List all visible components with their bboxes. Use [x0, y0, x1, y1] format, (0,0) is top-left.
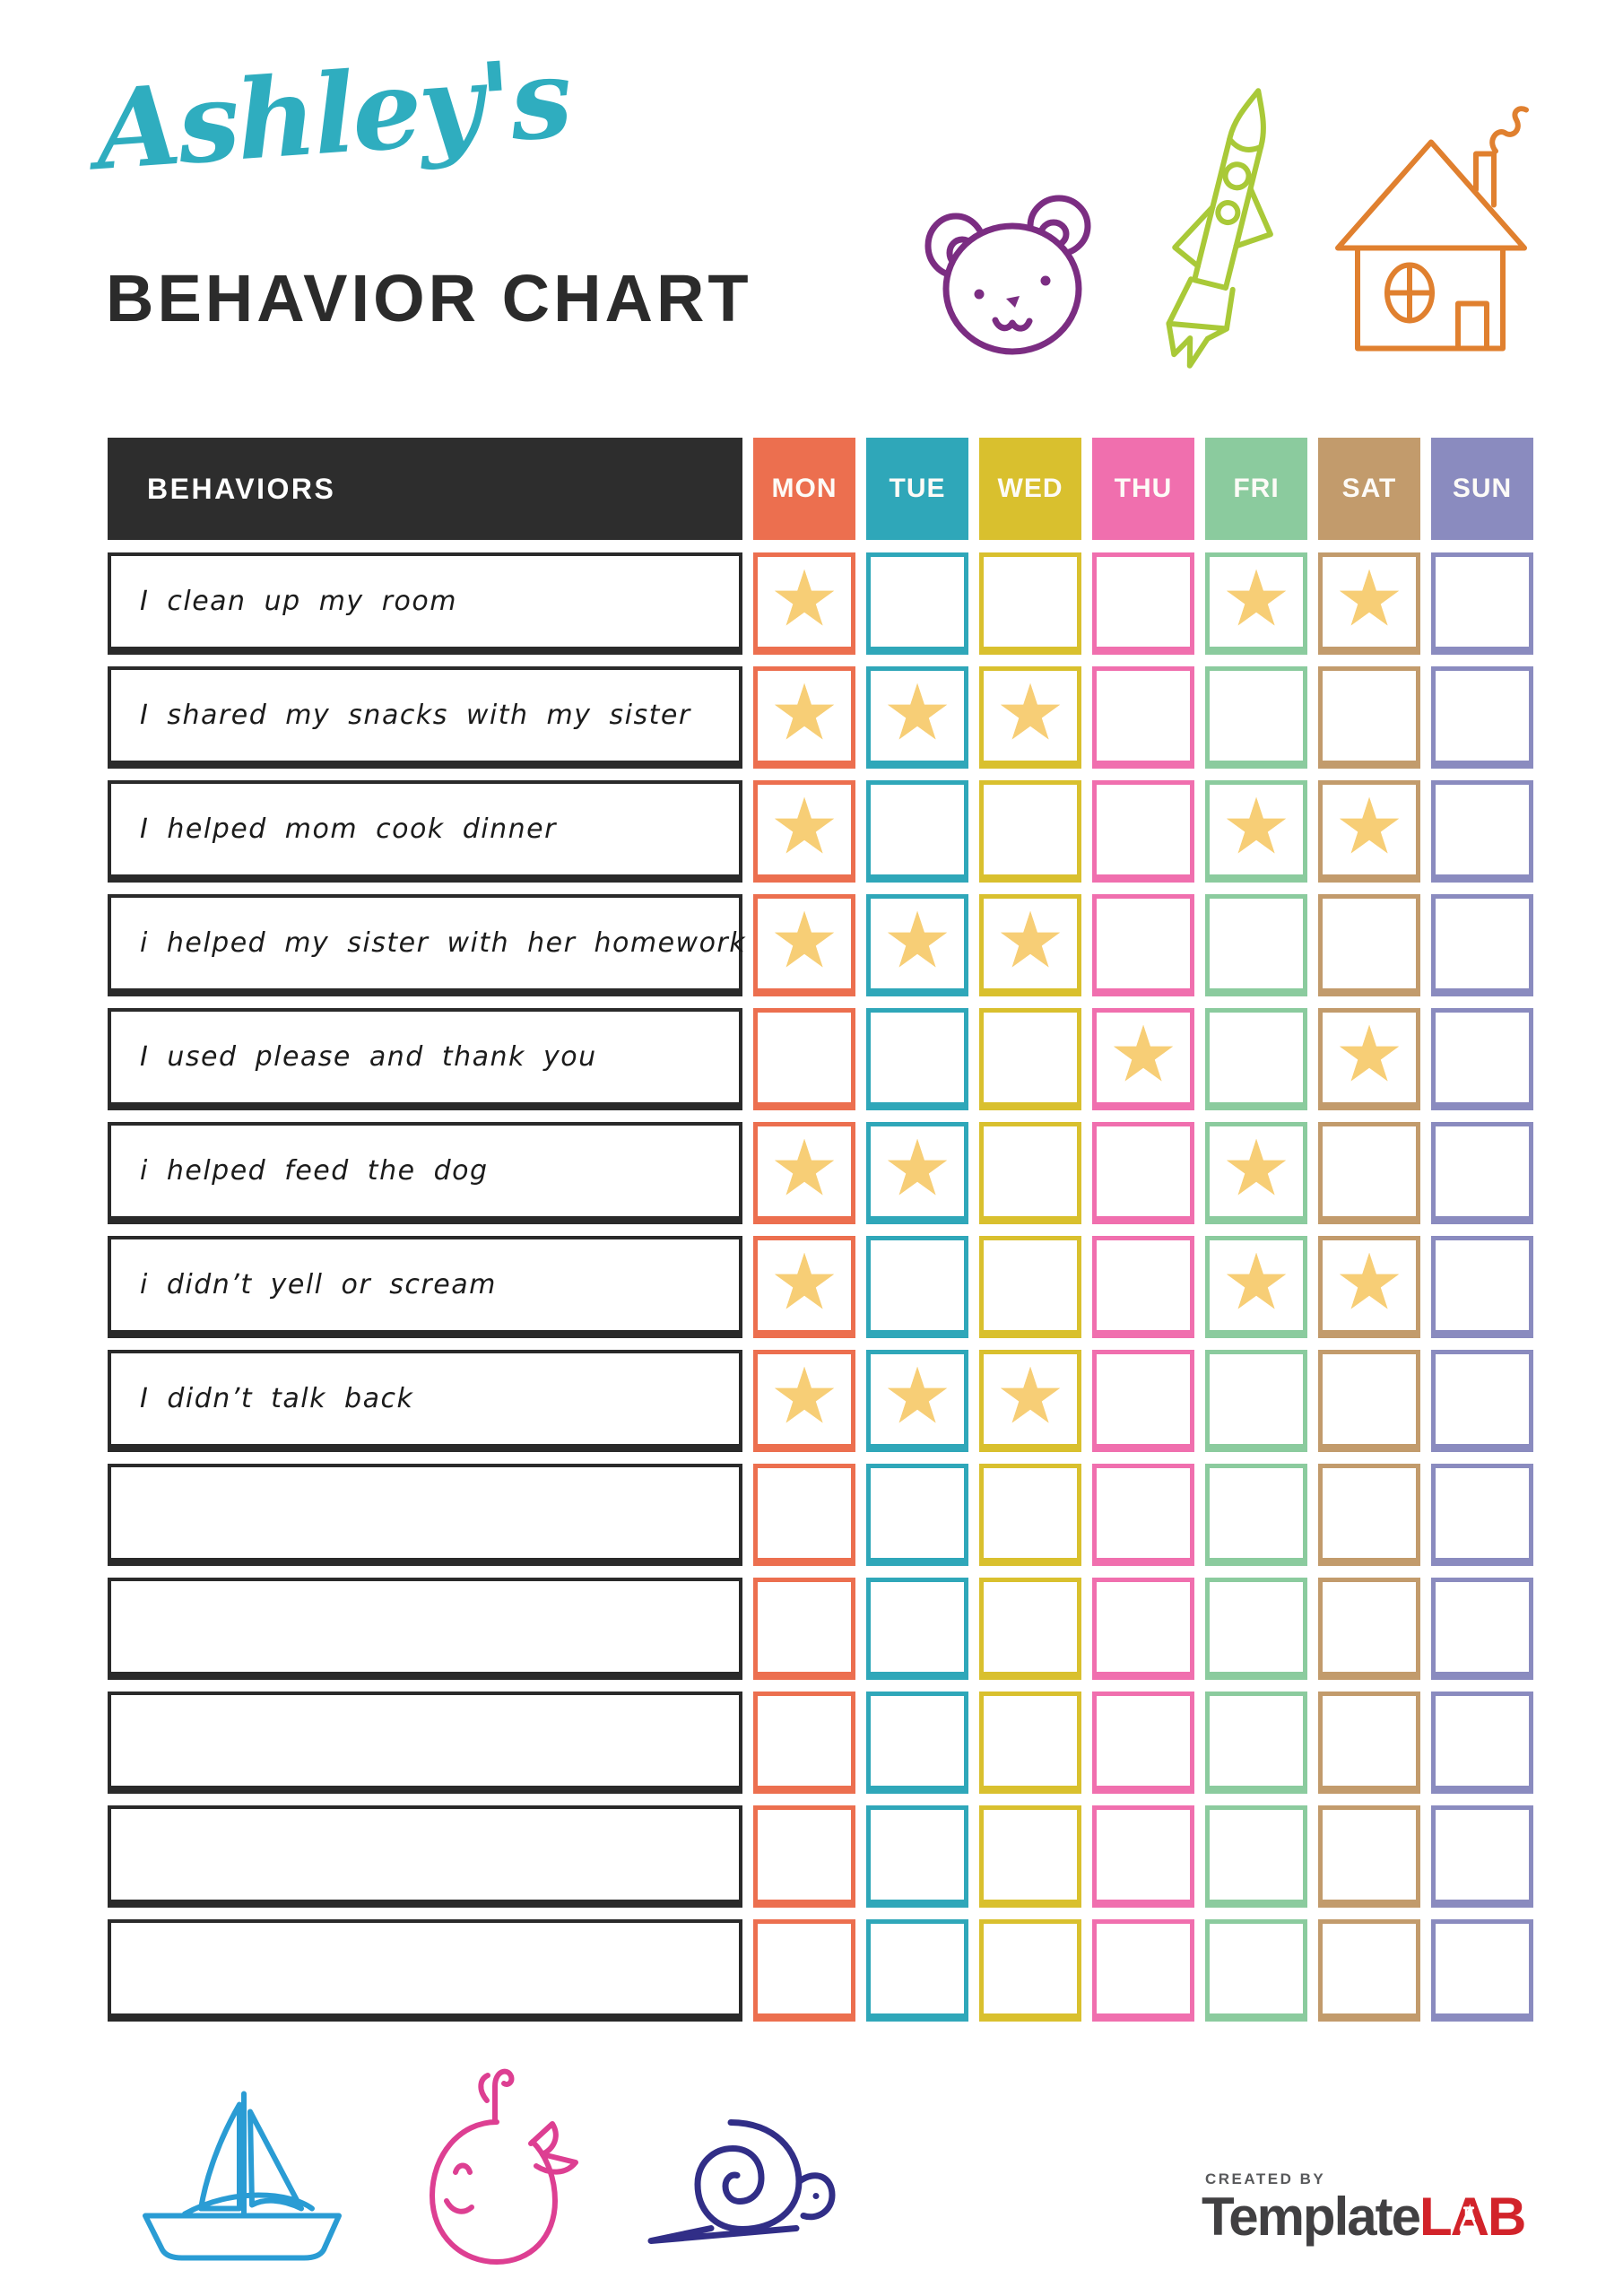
- lab-flask-icon: [1458, 2205, 1480, 2234]
- behavior-label-box: [108, 780, 742, 883]
- day-cell-tue: [866, 1008, 968, 1110]
- day-cell-sat: [1318, 1236, 1420, 1338]
- child-name-title: Ashley's: [91, 32, 574, 196]
- star-icon: ★: [882, 668, 952, 758]
- day-cell-sat: [1318, 1805, 1420, 1908]
- day-cell-thu: [1092, 1692, 1194, 1794]
- day-cell-sat: [1318, 666, 1420, 769]
- day-cell-thu: [1092, 1236, 1194, 1338]
- day-cell-wed: [979, 1805, 1081, 1908]
- day-cell-fri: [1205, 894, 1307, 996]
- day-cell-sun: [1431, 552, 1533, 655]
- table-header-row: [108, 438, 1533, 540]
- behavior-row: [108, 1578, 1533, 1680]
- behavior-row: [108, 666, 1533, 769]
- created-by-label: CREATED BY: [1205, 2170, 1326, 2187]
- star-icon: ★: [1334, 554, 1404, 644]
- day-cell-tue: [866, 1236, 968, 1338]
- behavior-row: [108, 1008, 1533, 1110]
- day-cell-sun: [1431, 1122, 1533, 1224]
- day-cell-fri: [1205, 1122, 1307, 1224]
- behavior-label-box: [108, 1919, 742, 2022]
- behavior-table: [108, 438, 1533, 2033]
- day-cell-mon: [753, 1692, 855, 1794]
- day-cell-wed: [979, 1919, 1081, 2022]
- star-icon: ★: [1221, 1238, 1291, 1327]
- table-body: [108, 552, 1533, 2022]
- day-cell-sun: [1431, 1236, 1533, 1338]
- day-cell-fri: [1205, 1578, 1307, 1680]
- brand-wordmark: [1202, 2188, 1524, 2245]
- day-cell-thu: [1092, 780, 1194, 883]
- behavior-row: [108, 1692, 1533, 1794]
- day-cell-sat: [1318, 1008, 1420, 1110]
- day-cell-tue: [866, 1805, 968, 1908]
- day-header-mon: MON: [753, 438, 855, 540]
- day-cell-sun: [1431, 666, 1533, 769]
- star-icon: ★: [1221, 1124, 1291, 1213]
- brand-template-text: Template: [1202, 2187, 1419, 2247]
- day-cell-mon: [753, 1122, 855, 1224]
- star-icon: ★: [769, 668, 839, 758]
- day-cell-sat: [1318, 780, 1420, 883]
- star-icon: ★: [769, 1124, 839, 1213]
- behavior-label-box: [108, 1805, 742, 1908]
- day-cell-wed: [979, 1008, 1081, 1110]
- behavior-row: [108, 1350, 1533, 1452]
- day-cell-sat: [1318, 894, 1420, 996]
- day-cell-mon: [753, 1350, 855, 1452]
- day-cell-mon: [753, 1578, 855, 1680]
- day-cell-sun: [1431, 894, 1533, 996]
- star-icon: ★: [995, 1352, 1065, 1441]
- day-cell-wed: [979, 1578, 1081, 1680]
- day-cell-tue: [866, 1464, 968, 1566]
- day-cell-fri: [1205, 1350, 1307, 1452]
- behavior-label-box: [108, 894, 747, 996]
- day-cell-mon: [753, 1236, 855, 1338]
- day-cell-wed: [979, 780, 1081, 883]
- behavior-label-box: [108, 552, 742, 655]
- behavior-label-box: [108, 1464, 742, 1566]
- brand-logo: [1202, 2170, 1524, 2245]
- day-cell-sun: [1431, 1008, 1533, 1110]
- behavior-label: I shared my snacks with my sister: [140, 700, 691, 731]
- behavior-row: [108, 1464, 1533, 1566]
- day-cell-fri: [1205, 780, 1307, 883]
- day-cell-wed: [979, 1350, 1081, 1452]
- day-cell-sat: [1318, 1464, 1420, 1566]
- day-header-sat: SAT: [1318, 438, 1420, 540]
- day-cell-thu: [1092, 1464, 1194, 1566]
- star-icon: ★: [1334, 1010, 1404, 1100]
- day-cell-fri: [1205, 1692, 1307, 1794]
- behavior-label-box: [108, 1008, 742, 1110]
- day-cell-fri: [1205, 666, 1307, 769]
- day-cell-wed: [979, 666, 1081, 769]
- star-icon: ★: [882, 1352, 952, 1441]
- day-cell-thu: [1092, 1578, 1194, 1680]
- day-cell-fri: [1205, 1805, 1307, 1908]
- day-cell-sat: [1318, 1350, 1420, 1452]
- behavior-row: [108, 552, 1533, 655]
- behavior-label-box: [108, 1350, 742, 1452]
- day-cell-mon: [753, 894, 855, 996]
- day-cell-mon: [753, 666, 855, 769]
- behavior-label-box: [108, 1578, 742, 1680]
- behavior-row: [108, 894, 1533, 996]
- behavior-row: [108, 1122, 1533, 1224]
- day-cell-mon: [753, 552, 855, 655]
- day-cell-thu: [1092, 894, 1194, 996]
- day-cell-sat: [1318, 1578, 1420, 1680]
- star-icon: ★: [995, 668, 1065, 758]
- day-cell-thu: [1092, 1805, 1194, 1908]
- day-cell-fri: [1205, 1919, 1307, 2022]
- behavior-row: [108, 1805, 1533, 1908]
- day-cell-sun: [1431, 1578, 1533, 1680]
- day-cell-tue: [866, 1919, 968, 2022]
- behavior-label: i helped my sister with her homework: [140, 927, 747, 959]
- snail-icon: [626, 2109, 837, 2249]
- day-cell-fri: [1205, 552, 1307, 655]
- star-icon: ★: [1334, 1238, 1404, 1327]
- day-cell-thu: [1092, 552, 1194, 655]
- day-cell-sun: [1431, 1805, 1533, 1908]
- day-cell-wed: [979, 1692, 1081, 1794]
- day-cell-thu: [1092, 1122, 1194, 1224]
- behavior-label: I didn’t talk back: [140, 1383, 414, 1414]
- day-cell-tue: [866, 1578, 968, 1680]
- day-cell-mon: [753, 1464, 855, 1566]
- day-cell-wed: [979, 894, 1081, 996]
- day-cell-thu: [1092, 1919, 1194, 2022]
- day-cell-sat: [1318, 552, 1420, 655]
- behavior-label-box: [108, 1692, 742, 1794]
- behaviors-header: BEHAVIORS: [108, 438, 742, 540]
- star-icon: ★: [882, 896, 952, 986]
- behavior-label-box: [108, 1236, 742, 1338]
- day-header-fri: FRI: [1205, 438, 1307, 540]
- day-cell-tue: [866, 1350, 968, 1452]
- brand-lab-text: LA B: [1419, 2187, 1525, 2247]
- star-icon: ★: [769, 782, 839, 872]
- day-cell-wed: [979, 1122, 1081, 1224]
- day-cell-sun: [1431, 1692, 1533, 1794]
- day-cell-tue: [866, 780, 968, 883]
- behavior-label: I helped mom cook dinner: [140, 813, 557, 845]
- day-cell-thu: [1092, 666, 1194, 769]
- star-icon: ★: [1108, 1010, 1178, 1100]
- star-icon: ★: [769, 554, 839, 644]
- star-icon: ★: [995, 896, 1065, 986]
- day-cell-sat: [1318, 1919, 1420, 2022]
- behavior-label: i didn’t yell or scream: [140, 1269, 497, 1300]
- day-cell-thu: [1092, 1350, 1194, 1452]
- day-cell-mon: [753, 1805, 855, 1908]
- day-header-tue: TUE: [866, 438, 968, 540]
- behavior-label: I clean up my room: [140, 586, 457, 617]
- behavior-row: [108, 780, 1533, 883]
- behavior-row: [108, 1236, 1533, 1338]
- day-cell-sun: [1431, 780, 1533, 883]
- star-icon: ★: [769, 896, 839, 986]
- star-icon: ★: [882, 1124, 952, 1213]
- whale-icon: [396, 2047, 589, 2271]
- day-cell-thu: [1092, 1008, 1194, 1110]
- behavior-row: [108, 1919, 1533, 2022]
- day-cell-fri: [1205, 1008, 1307, 1110]
- star-icon: ★: [1221, 782, 1291, 872]
- behavior-label-box: [108, 1122, 742, 1224]
- day-header-wed: WED: [979, 438, 1081, 540]
- star-icon: ★: [769, 1352, 839, 1441]
- day-cell-sun: [1431, 1464, 1533, 1566]
- behavior-label: I used please and thank you: [140, 1041, 597, 1073]
- day-cell-sun: [1431, 1919, 1533, 2022]
- star-icon: ★: [769, 1238, 839, 1327]
- day-cell-fri: [1205, 1464, 1307, 1566]
- day-cell-mon: [753, 1919, 855, 2022]
- day-cell-wed: [979, 1464, 1081, 1566]
- day-cell-mon: [753, 780, 855, 883]
- day-cell-sat: [1318, 1122, 1420, 1224]
- day-cell-wed: [979, 1236, 1081, 1338]
- star-icon: ★: [1221, 554, 1291, 644]
- day-header-sun: SUN: [1431, 438, 1533, 540]
- sailboat-icon: [133, 2079, 348, 2264]
- day-cell-sun: [1431, 1350, 1533, 1452]
- day-cell-fri: [1205, 1236, 1307, 1338]
- page-title: BEHAVIOR CHART: [106, 261, 752, 335]
- rocket-icon: [1141, 77, 1307, 378]
- day-cell-tue: [866, 1122, 968, 1224]
- bear-icon: [920, 188, 1115, 359]
- day-cell-sat: [1318, 1692, 1420, 1794]
- house-icon: [1329, 104, 1533, 361]
- day-cell-mon: [753, 1008, 855, 1110]
- day-cell-tue: [866, 1692, 968, 1794]
- day-cell-tue: [866, 552, 968, 655]
- day-header-thu: THU: [1092, 438, 1194, 540]
- star-icon: ★: [1334, 782, 1404, 872]
- behavior-label: i helped feed the dog: [140, 1155, 489, 1187]
- behavior-label-box: [108, 666, 742, 769]
- day-cell-tue: [866, 894, 968, 996]
- day-cell-tue: [866, 666, 968, 769]
- day-cell-wed: [979, 552, 1081, 655]
